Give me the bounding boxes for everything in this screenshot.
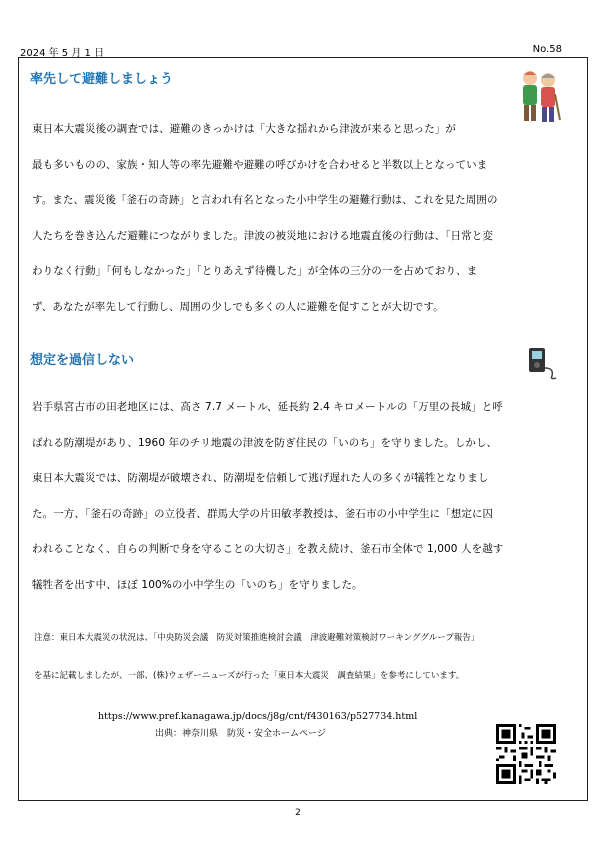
section2-line: われることなく、自らの判断で身を守ることの大切さ」を教え続け、釜石市全体で 1,000 人を越す	[32, 543, 504, 555]
section1-line: 東日本大震災後の調査では、避難のきっかけは「大きな揺れから津波が来ると思った」が	[32, 123, 456, 135]
section2-line: 東日本大震災では、防潮堤が破壊され、防潮堤を信頼して逃げ遅れた人の多くが犠牲となりまし	[32, 472, 489, 484]
section2-line: た。一方、「釜石の奇跡」の立役者、群馬大学の片田敏孝教授は、釜石市の小中学生に「想定に囚	[32, 507, 494, 520]
section2-title: 想定を過信しない	[30, 353, 135, 368]
section2-line: 岩手県宮古市の田老地区には、高さ 7.7 メートル、延長約 2.4 キロメートルの「万里の長城」と呼	[32, 401, 503, 413]
header-date: 2024 年 5 月 1 日	[20, 48, 105, 59]
note-line-2: を基に記載しましたが、一部、(株)ウェザーニューズが行った「東日本大震災 調査結果」を参考にしています。	[34, 671, 465, 681]
section2-line: 犠牲者を出す中、ほぼ 100%の小中学生の「いのち」を守りました。	[32, 578, 363, 591]
note-line-1: 注意：東日本大震災の状況は、「中央防災会議 防災対策推進検討会議 津波避難対策検討ワーキンググループ報告」	[34, 633, 480, 643]
source-label: 出典：神奈川県 防災・安全ホームページ	[155, 729, 326, 739]
section1-body	[32, 112, 557, 325]
section1-line: わりなく行動」「何もしなかった」「とりあえず待機した」が全体の三分の一を占めており、ま	[32, 265, 478, 277]
radio-illustration	[524, 344, 560, 380]
qr-code[interactable]	[496, 724, 556, 784]
section1-title: 率先して避難しましょう	[30, 72, 174, 87]
page-number: 2	[295, 808, 301, 818]
section2-body	[32, 390, 557, 603]
section1-line: 最も多いものの、家族・知人等の率先避難や避難の呼びかけを合わせると半数以上となっていま	[32, 158, 488, 171]
source-url[interactable]: https://www.pref.kanagawa.jp/docs/j8g/cnt/f430163/p527734.html	[98, 711, 418, 722]
section1-line: す。また、震災後「釜石の奇跡」と言われ有名となった小中学生の避難行動は、これを見た周囲の	[32, 194, 498, 206]
section1-line: ず、あなたが率先して行動し、周囲の少しでも多くの人に避難を促すことが大切です。	[32, 300, 444, 313]
section2-line: ばれる防潮堤があり、1960 年のチリ地震の津波を防ぎ住民の「いのち」を守りました。しかし、	[32, 436, 498, 449]
section1-line: 人たちを巻き込んだ避難につながりました。津波の被災地における地震直後の行動は、「日常と変	[32, 229, 493, 242]
header-number: No.58	[532, 44, 562, 55]
